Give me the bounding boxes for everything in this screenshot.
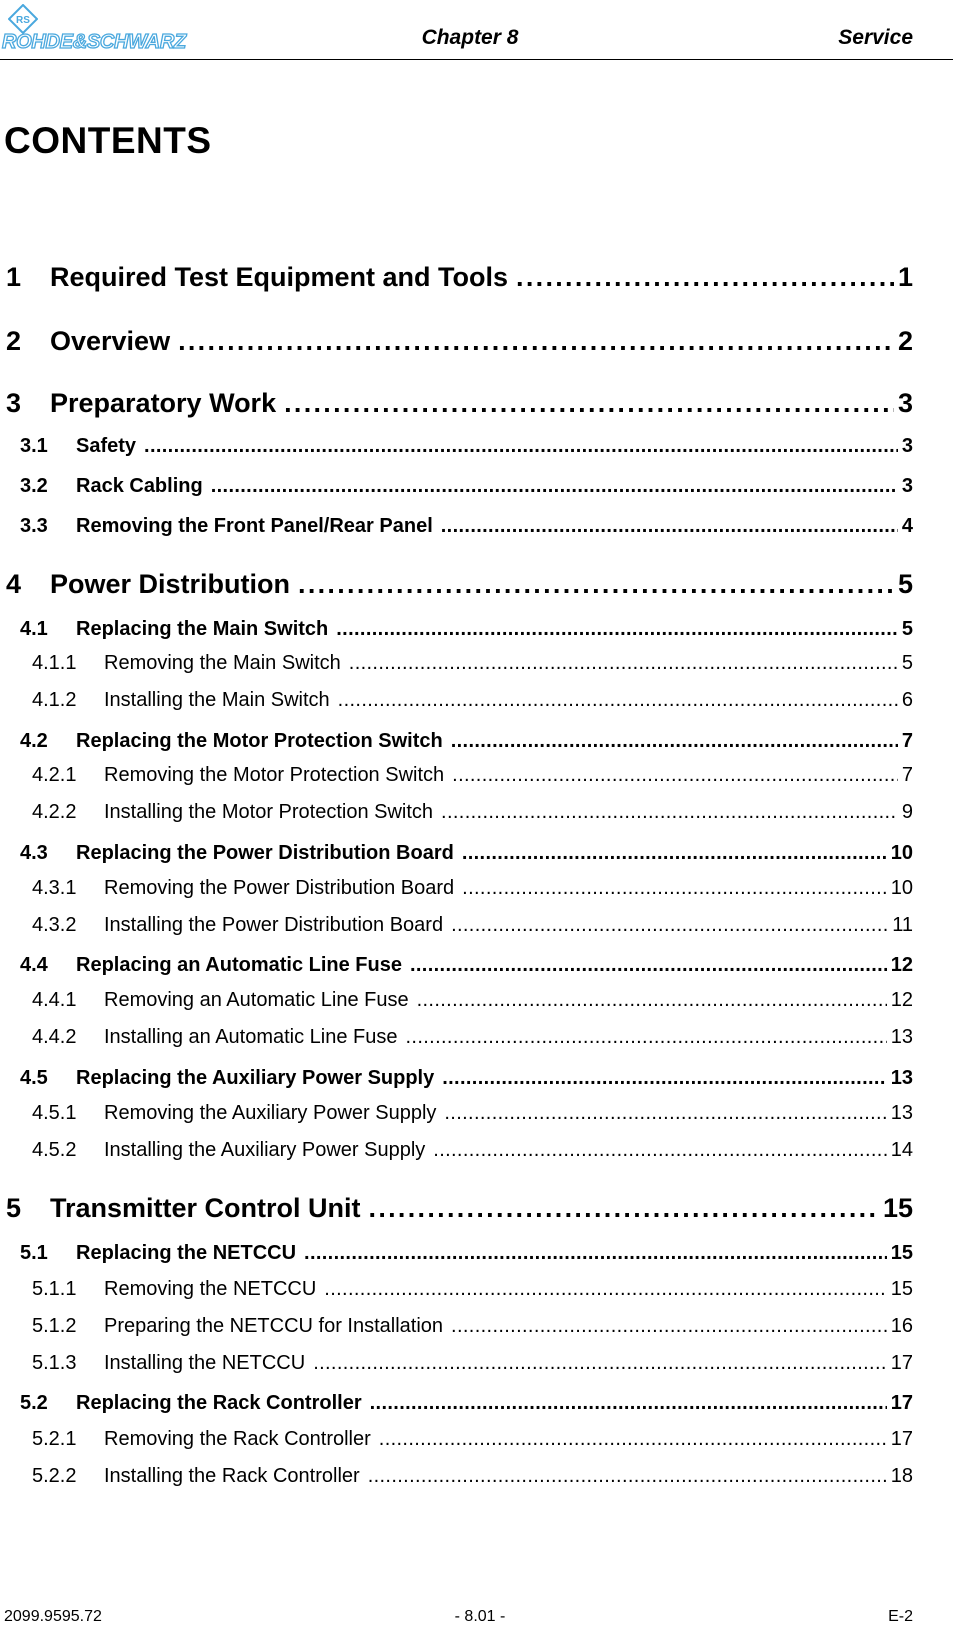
toc-entry-title: Installing the Rack Controller: [104, 1465, 360, 1487]
toc-entry-page: 10: [890, 842, 913, 864]
toc-entry-level-1[interactable]: [0, 262, 913, 293]
toc-entry-page: 15: [890, 1242, 913, 1264]
toc-entry-number: 3.3: [20, 515, 48, 537]
toc-entry-number: 5.2: [20, 1392, 48, 1414]
toc-dot-leader: [451, 914, 888, 937]
toc-entry-number: 4.3.2: [32, 914, 77, 936]
toc-entry-number: 4.3: [20, 842, 48, 864]
toc-entry-title: Installing the Motor Protection Switch: [104, 801, 434, 823]
toc-entry-page: 17: [890, 1392, 913, 1414]
toc-entry-level-3[interactable]: [0, 914, 913, 937]
toc-entry-page: 11: [892, 914, 913, 936]
toc-entry-level-3[interactable]: [0, 1139, 913, 1162]
toc-entry-page: 9: [901, 801, 913, 823]
toc-entry-page: 5: [901, 618, 913, 640]
toc-dot-leader: [410, 954, 887, 977]
toc-dot-leader: [338, 689, 898, 712]
toc-entry-title: Removing an Automatic Line Fuse: [104, 989, 409, 1011]
toc-entry-title: Installing the Power Distribution Board: [104, 914, 444, 936]
toc-dot-leader: [444, 1102, 886, 1125]
toc-dot-leader: [462, 842, 887, 865]
toc-entry-level-3[interactable]: [0, 877, 913, 900]
toc-entry-title: Transmitter Control Unit: [50, 1193, 361, 1223]
section-label: Service: [838, 26, 913, 49]
toc-entry-title: Removing the Front Panel/Rear Panel: [76, 515, 433, 537]
rohde-schwarz-diamond-icon: [8, 4, 38, 34]
toc-dot-leader: [313, 1352, 887, 1375]
edition-label: E-2: [888, 1608, 913, 1625]
toc-entry-page: 7: [901, 764, 913, 786]
toc-entry-title: Installing the Main Switch: [104, 689, 330, 711]
toc-dot-leader: [369, 1193, 879, 1224]
toc-dot-leader: [441, 801, 898, 824]
toc-entry-level-3[interactable]: [0, 1428, 913, 1451]
toc-entry-level-1[interactable]: [0, 1193, 913, 1224]
toc-entry-number: 4.3.1: [32, 877, 77, 899]
toc-entry-level-2[interactable]: [0, 618, 913, 641]
toc-entry-number: 4.5: [20, 1067, 48, 1089]
toc-entry-number: 5.1.1: [32, 1278, 77, 1300]
toc-entry-title: Safety: [76, 435, 137, 457]
toc-entry-number: 5: [6, 1193, 22, 1223]
toc-entry-level-3[interactable]: [0, 689, 913, 712]
toc-dot-leader: [406, 1026, 887, 1049]
svg-text:RS: RS: [16, 15, 30, 26]
toc-dot-leader: [451, 1315, 887, 1338]
toc-entry-level-2[interactable]: [0, 1392, 913, 1415]
toc-entry-page: 4: [901, 515, 913, 537]
toc-entry-number: 4.5.2: [32, 1139, 77, 1161]
toc-entry-number: 5.2.1: [32, 1428, 77, 1450]
toc-entry-title: Replacing the Power Distribution Board: [76, 842, 454, 864]
toc-entry-title: Installing an Automatic Line Fuse: [104, 1026, 398, 1048]
toc-entry-number: 4.1.1: [32, 652, 77, 674]
toc-entry-number: 4.1: [20, 618, 48, 640]
toc-entry-title: Replacing the Rack Controller: [76, 1392, 362, 1414]
toc-entry-title: Replacing the Main Switch: [76, 618, 329, 640]
toc-dot-leader: [462, 877, 887, 900]
toc-entry-number: 4.2: [20, 730, 48, 752]
toc-entry-page: 5: [897, 569, 913, 599]
toc-entry-level-2[interactable]: [0, 475, 913, 498]
toc-entry-page: 3: [901, 475, 913, 497]
toc-entry-title: Preparing the NETCCU for Installation: [104, 1315, 444, 1337]
toc-entry-page: 1: [897, 262, 913, 292]
toc-entry-page: 7: [901, 730, 913, 752]
toc-entry-title: Removing the Main Switch: [104, 652, 341, 674]
toc-entry-page: 18: [890, 1465, 913, 1487]
toc-entry-title: Preparatory Work: [50, 388, 277, 418]
toc-dot-leader: [368, 1465, 887, 1488]
toc-entry-level-1[interactable]: [0, 388, 913, 419]
toc-entry-title: Replacing the Motor Protection Switch: [76, 730, 443, 752]
rohde-schwarz-logo: [2, 4, 222, 56]
toc-entry-title: Overview: [50, 326, 171, 356]
toc-entry-page: 10: [890, 877, 913, 899]
toc-entry-page: 12: [890, 954, 913, 976]
page-footer: [0, 1606, 953, 1629]
toc-dot-leader: [441, 515, 898, 538]
toc-entry-number: 4.1.2: [32, 689, 77, 711]
toc-entry-level-2[interactable]: [0, 515, 913, 538]
toc-dot-leader: [304, 1242, 887, 1265]
toc-dot-leader: [284, 388, 894, 419]
toc-entry-title: Removing the Rack Controller: [104, 1428, 371, 1450]
toc-entry-page: 14: [890, 1139, 913, 1161]
toc-entry-level-2[interactable]: [0, 730, 913, 753]
toc-entry-number: 4.2.2: [32, 801, 77, 823]
toc-entry-page: 3: [897, 388, 913, 418]
toc-entry-page: 12: [890, 989, 913, 1011]
toc-dot-leader: [211, 475, 898, 498]
toc-entry-level-3[interactable]: [0, 1026, 913, 1049]
toc-dot-leader: [298, 569, 894, 600]
toc-entry-number: 5.1.3: [32, 1352, 77, 1374]
toc-entry-title: Replacing the NETCCU: [76, 1242, 297, 1264]
toc-entry-page: 5: [901, 652, 913, 674]
toc-entry-page: 15: [890, 1278, 913, 1300]
toc-entry-number: 3.2: [20, 475, 48, 497]
toc-entry-page: 17: [890, 1352, 913, 1374]
toc-entry-number: 5.2.2: [32, 1465, 77, 1487]
toc-entry-number: 4.4: [20, 954, 48, 976]
toc-dot-leader: [442, 1067, 887, 1090]
toc-entry-number: 4.5.1: [32, 1102, 77, 1124]
toc-entry-level-3[interactable]: [0, 764, 913, 787]
toc-dot-leader: [324, 1278, 886, 1301]
toc-entry-level-3[interactable]: [0, 989, 913, 1012]
toc-dot-leader: [370, 1392, 887, 1415]
toc-entry-page: 15: [882, 1193, 913, 1223]
toc-dot-leader: [516, 262, 894, 293]
toc-entry-level-1[interactable]: [0, 326, 913, 357]
toc-entry-level-3[interactable]: [0, 1352, 913, 1375]
toc-entry-number: 4.4.1: [32, 989, 77, 1011]
toc-entry-page: 13: [890, 1102, 913, 1124]
toc-entry-title: Replacing the Auxiliary Power Supply: [76, 1067, 435, 1089]
toc-entry-number: 5.1.2: [32, 1315, 77, 1337]
toc-entry-level-1[interactable]: [0, 569, 913, 600]
toc-dot-leader: [433, 1139, 886, 1162]
toc-entry-title: Removing the Motor Protection Switch: [104, 764, 445, 786]
toc-entry-level-2[interactable]: [0, 954, 913, 977]
toc-entry-title: Removing the Auxiliary Power Supply: [104, 1102, 437, 1124]
toc-dot-leader: [144, 435, 898, 458]
toc-entry-number: 3: [6, 388, 22, 418]
toc-entry-number: 1: [6, 262, 22, 292]
toc-entry-number: 4.2.1: [32, 764, 77, 786]
chapter-label: Chapter 8: [421, 26, 519, 49]
toc-entry-title: Replacing an Automatic Line Fuse: [76, 954, 402, 976]
toc-dot-leader: [349, 652, 898, 675]
toc-entry-number: 2: [6, 326, 22, 356]
toc-entry-level-3[interactable]: [0, 1315, 913, 1338]
toc-entry-page: 2: [897, 326, 913, 356]
toc-dot-leader: [417, 989, 887, 1012]
toc-entry-page: 17: [890, 1428, 913, 1450]
toc-dot-leader: [178, 326, 894, 357]
page-number: - 8.01 -: [454, 1608, 506, 1625]
toc-entry-level-3[interactable]: [0, 1465, 913, 1488]
toc-entry-page: 3: [901, 435, 913, 457]
toc-dot-leader: [452, 764, 898, 787]
toc-entry-title: Removing the Power Distribution Board: [104, 877, 455, 899]
toc-entry-page: 6: [901, 689, 913, 711]
toc-dot-leader: [451, 730, 898, 753]
document-number: 2099.9595.72: [4, 1608, 102, 1625]
toc-entry-title: Installing the NETCCU: [104, 1352, 306, 1374]
toc-entry-level-2[interactable]: [0, 842, 913, 865]
toc-entry-page: 13: [890, 1067, 913, 1089]
toc-entry-level-2[interactable]: [0, 435, 913, 458]
page-title: CONTENTS: [4, 120, 212, 161]
toc-entry-number: 3.1: [20, 435, 48, 457]
toc-entry-number: 4: [6, 569, 22, 599]
toc-entry-level-3[interactable]: [0, 1278, 913, 1301]
toc-entry-title: Rack Cabling: [76, 475, 203, 497]
toc-entry-level-2[interactable]: [0, 1067, 913, 1090]
toc-entry-title: Required Test Equipment and Tools: [50, 262, 509, 292]
toc-entry-level-3[interactable]: [0, 801, 913, 824]
toc-entry-title: Removing the NETCCU: [104, 1278, 317, 1300]
toc-entry-level-3[interactable]: [0, 652, 913, 675]
toc-dot-leader: [379, 1428, 887, 1451]
toc-entry-page: 13: [890, 1026, 913, 1048]
page-header: [0, 0, 953, 62]
logo-wordmark: ROHDE&SCHWARZ: [2, 31, 186, 53]
toc-entry-title: Installing the Auxiliary Power Supply: [104, 1139, 426, 1161]
toc-entry-level-3[interactable]: [0, 1102, 913, 1125]
toc-entry-number: 4.4.2: [32, 1026, 77, 1048]
toc-dot-leader: [336, 618, 898, 641]
toc-entry-page: 16: [890, 1315, 913, 1337]
header-divider: [0, 59, 953, 60]
toc-entry-number: 5.1: [20, 1242, 48, 1264]
toc-entry-level-2[interactable]: [0, 1242, 913, 1265]
toc-entry-title: Power Distribution: [50, 569, 291, 599]
